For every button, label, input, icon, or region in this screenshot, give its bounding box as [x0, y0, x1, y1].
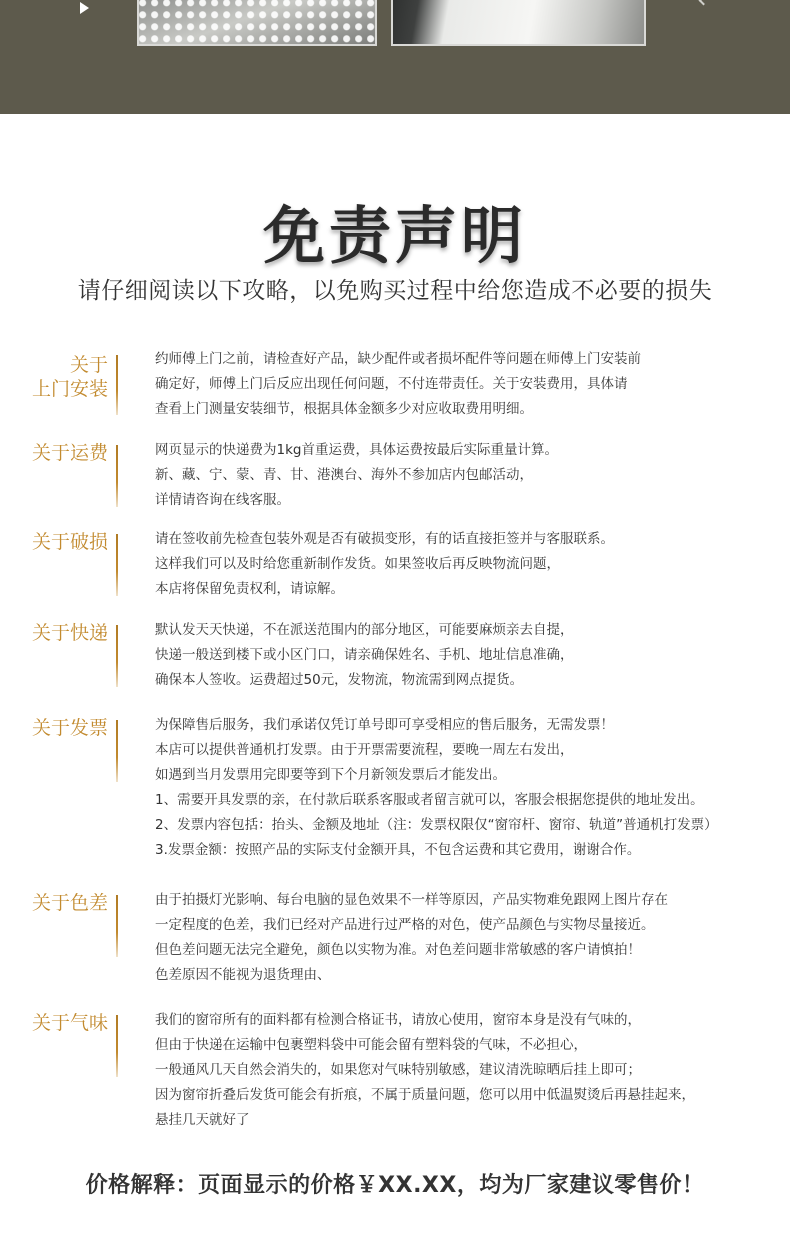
chevron-left-icon[interactable] [699, 0, 709, 5]
section-label-line: 关于快递 [31, 622, 108, 644]
body-line: 网页显示的快递费为1kg首重运费，具体运费按最后实际重量计算。 [155, 442, 558, 458]
price-explanation: 价格解释：页面显示的价格￥XX.XX，均为厂家建议零售价！ [85, 1173, 705, 1198]
section-label [0, 621, 108, 645]
body-line: 新、藏、宁、蒙、青、甘、港澳台、海外不参加店内包邮活动， [155, 467, 533, 483]
section-divider [116, 445, 118, 507]
section-label [0, 353, 108, 401]
section-label [0, 716, 108, 740]
body-line: 一定程度的色差，我们已经对产品进行过严格的对色，使产品颜色与实物尽量接近。 [155, 917, 655, 933]
body-line: 查看上门测量安装细节，根据具体金额多少对应收取费用明细。 [155, 401, 533, 417]
section-body [155, 713, 785, 863]
section-body [155, 618, 785, 693]
body-line: 确保本人签收。运费超过50元，发物流，物流需到网点提货。 [155, 672, 524, 688]
section-divider [116, 355, 118, 415]
body-line: 确定好，师傅上门后反应出现任何问题，不付连带责任。关于安装费用，具体请 [155, 376, 628, 392]
page-title: 免责声明 [262, 199, 527, 272]
section-divider [116, 534, 118, 596]
body-line: 悬挂几天就好了 [155, 1112, 250, 1128]
product-thumbnail-bubble-wrap[interactable] [137, 0, 377, 46]
body-line: 详情请咨询在线客服。 [155, 492, 290, 508]
section-body [155, 438, 785, 513]
section-body [155, 888, 785, 988]
body-line: 约师傅上门之前，请检查好产品，缺少配件或者损坏配件等问题在师傅上门安装前 [155, 351, 641, 367]
section-label [0, 1011, 108, 1035]
body-line: 请在签收前先检查包装外观是否有破损变形，有的话直接拒签并与客服联系。 [155, 531, 614, 547]
body-line: 我们的窗帘所有的面料都有检测合格证书，请放心使用，窗帘本身是没有气味的， [155, 1012, 641, 1028]
body-line: 快递一般送到楼下或小区门口，请亲确保姓名、手机、地址信息准确， [155, 647, 574, 663]
section-label [0, 891, 108, 915]
body-line: 1、需要开具发票的亲，在付款后联系客服或者留言就可以，客服会根据您提供的地址发出。 [155, 792, 704, 808]
body-line: 本店可以提供普通机打发票。由于开票需要流程，要晚一周左右发出， [155, 742, 574, 758]
section-label-line: 关于色差 [31, 892, 108, 914]
section-body [155, 1008, 785, 1133]
section-label [0, 530, 108, 554]
section-divider [116, 720, 118, 782]
body-line: 为保障售后服务，我们承诺仅凭订单号即可享受相应的售后服务，无需发票！ [155, 717, 614, 733]
section-body [155, 527, 785, 602]
product-thumbnail-foam-roll[interactable] [391, 0, 646, 46]
body-line: 如遇到当月发票用完即要等到下个月新领发票后才能发出。 [155, 767, 506, 783]
body-line: 但由于快递在运输中包裹塑料袋中可能会留有塑料袋的气味，不必担心， [155, 1037, 587, 1053]
section-label-line: 上门安装 [31, 378, 108, 400]
body-line: 这样我们可以及时给您重新制作发货。如果签收后再反映物流问题， [155, 556, 560, 572]
section-label-line: 关于破损 [31, 531, 108, 553]
product-banner [0, 0, 790, 114]
section-divider [116, 1015, 118, 1077]
body-line: 由于拍摄灯光影响、每台电脑的显色效果不一样等原因，产品实物难免跟网上图片存在 [155, 892, 668, 908]
body-line: 一般通风几天自然会消失的，如果您对气味特别敏感，建议清洗晾晒后挂上即可； [155, 1062, 641, 1078]
section-label-line: 关于运费 [31, 442, 108, 464]
body-line: 但色差问题无法完全避免，颜色以实物为准。对色差问题非常敏感的客户请慎拍！ [155, 942, 641, 958]
section-label [0, 441, 108, 465]
body-line: 因为窗帘折叠后发货可能会有折痕，不属于质量问题，您可以用中低温熨烫后再悬挂起来， [155, 1087, 695, 1103]
body-line: 色差原因不能视为退货理由、 [155, 967, 331, 983]
section-body [155, 347, 785, 422]
section-label-line: 关于发票 [31, 717, 108, 739]
section-label-line: 关于气味 [31, 1012, 108, 1034]
body-line: 默认发天天快递，不在派送范围内的部分地区，可能要麻烦亲去自提， [155, 622, 574, 638]
section-divider [116, 625, 118, 687]
play-arrow-icon[interactable] [80, 2, 89, 14]
page-subtitle: 请仔细阅读以下攻略，以免购买过程中给您造成不必要的损失 [77, 278, 713, 304]
section-label-line: 关于 [69, 354, 108, 376]
body-line: 3.发票金额：按照产品的实际支付金额开具，不包含运费和其它费用，谢谢合作。 [155, 842, 641, 858]
section-divider [116, 895, 118, 957]
body-line: 本店将保留免责权利，请谅解。 [155, 581, 344, 597]
body-line: 2、发票内容包括：抬头、金额及地址（注：发票权限仅“窗帘杆、窗帘、轨道”普通机打发票） [155, 817, 718, 833]
